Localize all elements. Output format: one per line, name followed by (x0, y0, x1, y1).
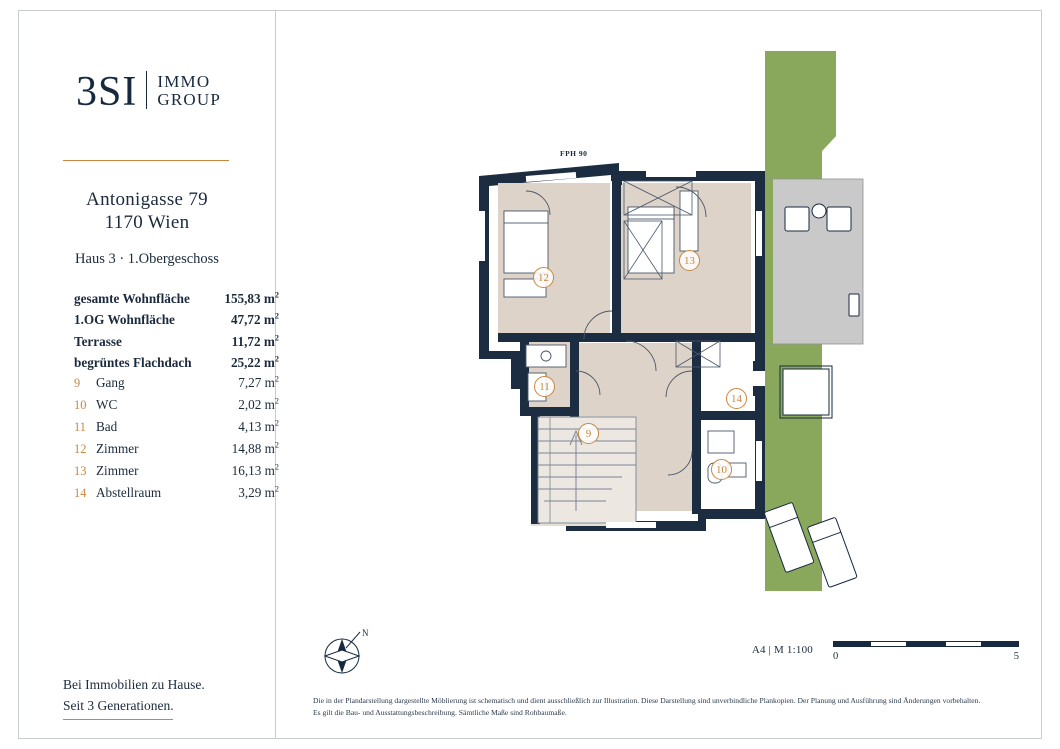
summary-label: gesamte Wohnfläche (74, 291, 190, 306)
room-area: 2,02 $m^2$ (238, 396, 279, 412)
room-number: 14 (74, 485, 87, 500)
room-number: 13 (74, 463, 87, 478)
brand-logo (76, 71, 221, 113)
room-badge-9: 9 (578, 423, 599, 444)
room-badge-13: 13 (679, 250, 700, 271)
floorplan-panel (276, 11, 1041, 738)
room-label: Abstellraum (96, 484, 162, 500)
room-row (74, 394, 279, 416)
room-area: 4,13 $m^2$ (238, 418, 279, 434)
address-city: 1170 Wien (104, 212, 190, 233)
room-number: 11 (74, 419, 86, 434)
summary-value: 47,72 $m^2$ (230, 311, 279, 328)
compass-icon (316, 624, 376, 682)
room-label: Bad (96, 418, 118, 434)
room-row (74, 372, 279, 394)
plan-sheet (18, 10, 1042, 739)
room-badge-10: 10 (711, 459, 732, 480)
room-area: 7,27 $m^2$ (238, 374, 279, 390)
brand-name: 3SI (76, 69, 138, 115)
divider-top (63, 160, 229, 161)
terrace-area (765, 179, 863, 344)
summary-label: 1.OG Wohnfläche (74, 312, 175, 328)
summary-value: 155,83 $m^2$ (224, 290, 279, 306)
summary-label: Terrasse (74, 333, 122, 349)
disclaimer (313, 695, 1017, 719)
svg-text:N: N (362, 628, 369, 638)
room-row (74, 482, 279, 504)
summary-row (74, 309, 279, 330)
tagline-line-2: Seit 3 Generationen. (63, 697, 174, 713)
room-number: 9 (74, 376, 81, 390)
room-number: 10 (74, 397, 87, 412)
room-label: Zimmer (96, 462, 139, 478)
tagline-line-1: Bei Immobilien zu Hause. (63, 677, 205, 692)
scale-min: 0 (833, 651, 839, 662)
door-note-label: FPH 90 (560, 149, 588, 158)
room-badge-12: 12 (533, 267, 554, 288)
scale-max: 5 (1013, 651, 1019, 662)
summary-row (74, 331, 279, 352)
summary-value: 11,72 $m^2$ (231, 333, 279, 349)
tagline (63, 675, 205, 717)
disclaimer-line-2: Es gilt die Bau- und Ausstattungsbeschreibung. Sämtliche Maße sind Rohbaumaße. (313, 707, 567, 717)
floorplan-svg (276, 11, 1043, 631)
room-row (74, 438, 279, 460)
brand-line-2: GROUP (157, 89, 221, 109)
room-label: WC (96, 396, 118, 412)
disclaimer-line-1: Die in der Plandarstellung dargestellte Möblierung ist schematisch und dient ausschließlich zur Illustration. Diese Darstellung sind unverbindliche Plankopien. Der Planung und Ausführung sind Änderungen vorbehalten. (313, 696, 981, 705)
room-area: 16,13 $m^2$ (231, 462, 279, 478)
room-list (74, 372, 279, 503)
brand-line-1: IMMO (157, 72, 211, 91)
unit-label: Haus 3 · 1.Obergeschoss (75, 251, 219, 267)
summary-row (74, 352, 279, 373)
address-block (19, 189, 275, 234)
room-badge-11: 11 (534, 376, 555, 397)
room-row (74, 416, 279, 438)
floorplan-drawing (276, 11, 1043, 631)
room-label: Zimmer (96, 440, 139, 456)
summary-value: 25,22 $m^2$ (230, 354, 279, 371)
area-summary (74, 288, 279, 374)
room-label: Gang (96, 375, 125, 390)
room-area: 3,29 $m^2$ (238, 484, 279, 500)
scale-label: A4 | M 1:100 (751, 644, 813, 656)
room-row (74, 460, 279, 482)
room-badge-14: 14 (726, 388, 747, 409)
room-area: 14,88 $m^2$ (231, 440, 279, 456)
summary-row (74, 288, 279, 309)
info-panel (19, 11, 279, 738)
summary-label: begrüntes Flachdach (74, 355, 192, 371)
scale-bar (833, 641, 1019, 662)
room-number: 12 (74, 441, 87, 456)
address-street: Antonigasse 79 (86, 189, 208, 210)
divider-bottom (63, 719, 173, 720)
